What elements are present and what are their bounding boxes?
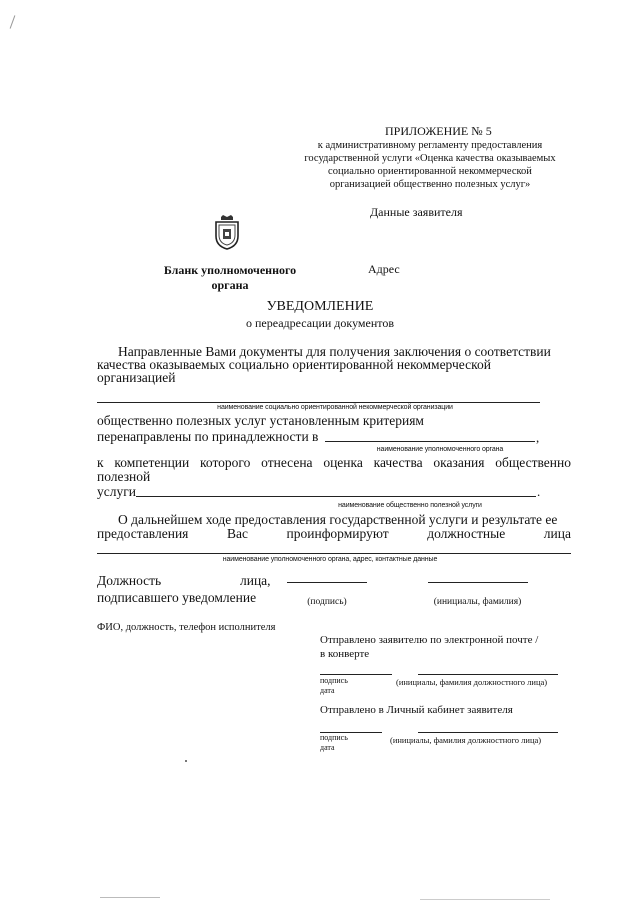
signature-caption: (подпись) xyxy=(307,597,347,607)
word: отнесена xyxy=(261,455,313,470)
sent-email-initials-line xyxy=(418,674,558,675)
word: проинформируют xyxy=(286,526,389,541)
word: к xyxy=(97,455,104,470)
body-line-3: перенаправлены по принадлежности в xyxy=(97,429,319,444)
word: лица xyxy=(543,526,571,541)
notice-title: УВЕДОМЛЕНИЕ xyxy=(266,299,374,314)
signed-notice-label: подписавшего уведомление xyxy=(97,590,257,605)
body-p2-line-2 xyxy=(97,526,571,542)
authority-caption: наименование уполномоченного органа xyxy=(376,446,504,453)
org-name-caption: наименование социально ориентированной некоммерческой организации xyxy=(217,404,453,411)
sent-email-date-caption: дата xyxy=(320,686,335,695)
scan-artifact-mark xyxy=(10,15,16,28)
word: оказания xyxy=(433,455,485,470)
body-line-4 xyxy=(97,455,571,471)
word: предоставления xyxy=(97,526,189,541)
sent-cabinet-sign-caption: подпись xyxy=(320,733,348,742)
scan-artifact-bottom-line-2 xyxy=(420,899,550,900)
word: компетенции xyxy=(114,455,190,470)
word: которого xyxy=(200,455,251,470)
address-label: Адрес xyxy=(368,262,400,276)
appendix-title: ПРИЛОЖЕНИЕ № 5 xyxy=(385,124,492,138)
sent-cabinet-official-caption: (инициалы, фамилия должностного лица) xyxy=(390,735,542,745)
sent-cabinet-date-caption: дата xyxy=(320,743,335,752)
executor-label: ФИО, должность, телефон исполнителя xyxy=(97,622,276,633)
sent-email-line-2: в конверте xyxy=(320,648,370,660)
person-label: лица, xyxy=(240,573,271,588)
service-name-blank-line xyxy=(136,496,536,497)
authority-blank-line-2: органа xyxy=(211,278,249,292)
sent-email-sign-line xyxy=(320,674,392,675)
body-line-6-dot: . xyxy=(537,484,541,499)
sent-cabinet-initials-line xyxy=(418,732,558,733)
initials-caption: (инициалы, фамилия) xyxy=(433,597,522,607)
body-line-6: услуги xyxy=(97,484,136,499)
appendix-line-3: социально ориентированной некоммерческой xyxy=(328,166,532,177)
sent-cabinet-line-1: Отправлено в Личный кабинет заявителя xyxy=(320,704,513,716)
notice-subtitle: о переадресации документов xyxy=(245,316,395,330)
appendix-line-2: государственной услуги «Оценка качества оказываемых xyxy=(304,153,556,164)
position-label: Должность xyxy=(97,573,162,588)
initials-blank-line xyxy=(428,582,528,583)
body-p1-line-1: Направленные Вами документы для получения заключения о соответствии xyxy=(118,344,551,359)
applicant-data-label: Данные заявителя xyxy=(370,205,463,219)
appendix-line-1: к административному регламенту предоставления xyxy=(317,140,543,151)
scan-artifact-bottom-line xyxy=(100,897,160,898)
authority-blank-line-1: Бланк уполномоченного xyxy=(163,263,297,277)
body-line-2: общественно полезных услуг установленным критериям xyxy=(97,413,424,428)
scan-artifact-dot xyxy=(185,760,187,762)
sent-email-line-1 xyxy=(320,634,570,646)
coat-of-arms-icon xyxy=(213,214,241,250)
sent-email-official-caption: (инициалы, фамилия должностного лица) xyxy=(396,677,548,687)
contacts-blank-line xyxy=(97,553,571,554)
org-name-blank-line xyxy=(97,402,540,403)
contacts-caption: наименование уполномоченного органа, адрес, контактные данные xyxy=(222,556,438,563)
word: общественно xyxy=(495,455,571,470)
signature-blank-line xyxy=(287,582,367,583)
body-p1-line-2: качества оказываемых социально ориентированной некоммерческой xyxy=(97,357,491,372)
body-p1-line-3: организацией xyxy=(97,370,176,385)
service-caption: наименование общественно полезной услуги xyxy=(338,502,482,509)
appendix-line-4: организацией общественно полезных услуг» xyxy=(329,179,531,190)
word: должностные xyxy=(427,526,506,541)
body-line-3-comma: , xyxy=(536,430,540,445)
word: Вас xyxy=(226,526,248,541)
word: качества xyxy=(373,455,423,470)
body-line-5: полезной xyxy=(97,469,151,484)
sent-email-sign-caption: подпись xyxy=(320,676,348,685)
word: оценка xyxy=(323,455,363,470)
body-p2-line-1: О дальнейшем ходе предоставления государственной услуги и результате ее xyxy=(118,512,558,527)
authority-blank-line xyxy=(325,441,535,442)
sent-email-text: Отправлено заявителю по электронной почте / xyxy=(320,634,539,646)
